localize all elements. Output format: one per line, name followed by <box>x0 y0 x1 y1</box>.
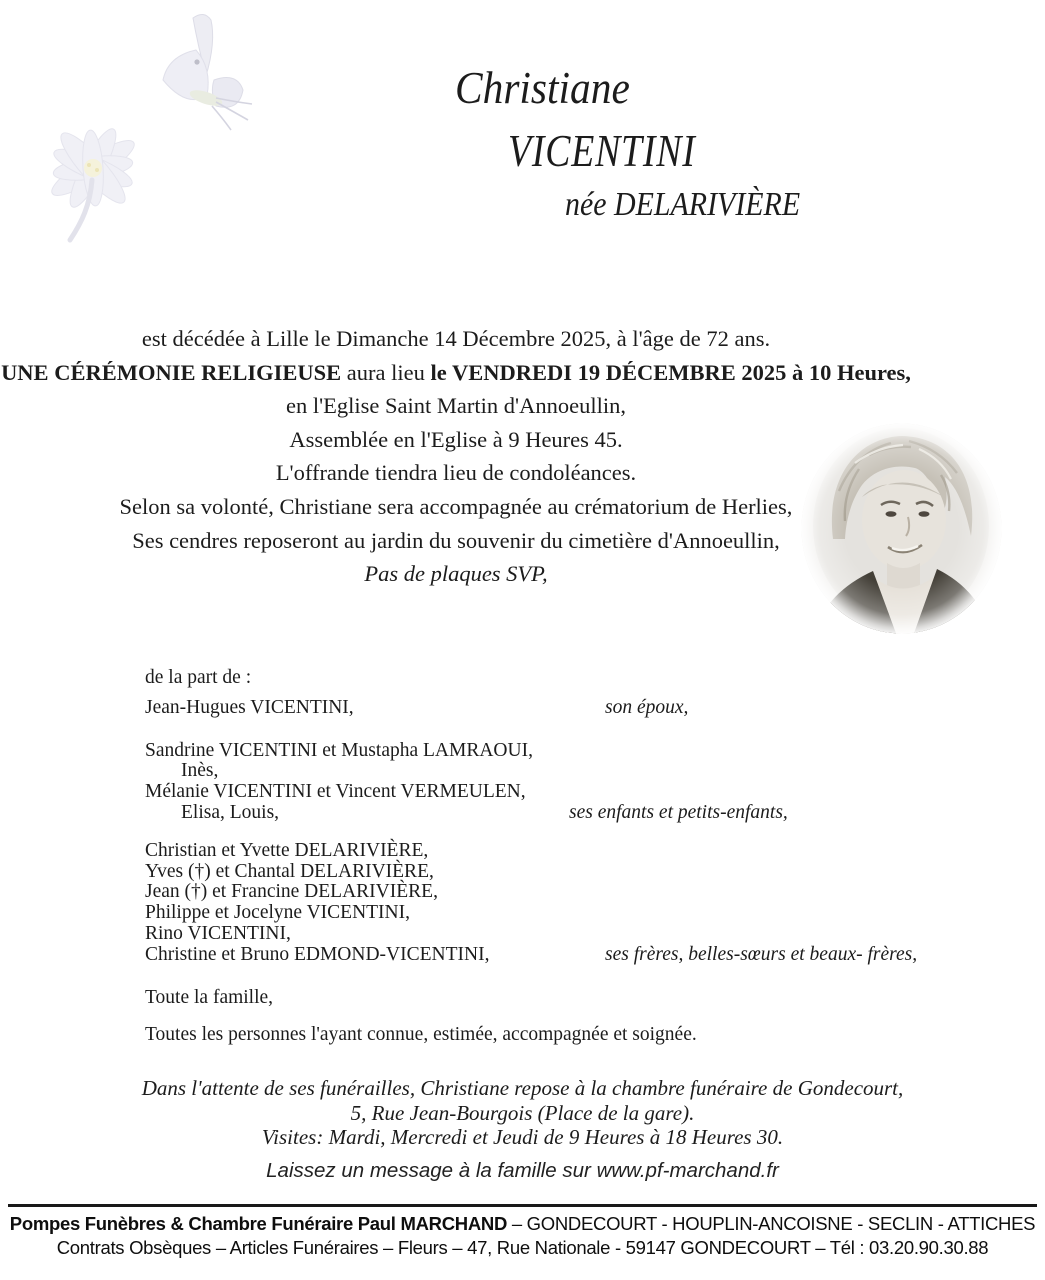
funeral-home-cities: – GONDECOURT - HOUPLIN-ANCOISNE - SECLIN - ATTICHES <box>507 1213 1036 1234</box>
family-row <box>145 862 1025 883</box>
ceremony-datetime: le VENDREDI 19 DÉCEMBRE 2025 à 10 Heures, <box>430 359 911 385</box>
family-row <box>145 882 1025 903</box>
flower-icon <box>46 124 140 240</box>
footer-divider <box>8 1204 1037 1207</box>
ceremony-type: UNE CÉRÉMONIE RELIGIEUSE <box>1 359 342 385</box>
offering-line: L'offrande tiendra lieu de condoléances. <box>275 460 637 486</box>
family-name: Elisa, Louis, <box>181 801 280 823</box>
family-row <box>145 698 1025 719</box>
announcement-block <box>0 322 912 591</box>
family-row <box>145 803 1025 824</box>
family-relation: ses enfants et petits-enfants, <box>569 801 788 823</box>
family-relation: son époux, <box>605 696 689 718</box>
plaques-line: Pas de plaques SVP, <box>364 561 548 587</box>
online-message-line: Laissez un message à la famille sur www.pf-marchand.fr <box>266 1159 779 1182</box>
family-name: Rino VICENTINI, <box>145 922 291 944</box>
death-line: est décédée à Lille le Dimanche 14 Décembre 2025, à l'âge de 72 ans. <box>141 326 771 351</box>
footer <box>0 1212 1045 1259</box>
ceremony-line <box>0 356 912 390</box>
family-intro: de la part de : <box>145 667 252 688</box>
ashes-line: Ses cendres reposeront au jardin du souvenir du cimetière d'Annoeullin, <box>132 527 780 553</box>
family-name: Mélanie VICENTINI et Vincent VERMEULEN, <box>145 781 526 803</box>
deceased-family-name: VICENTINI <box>508 125 696 176</box>
family-name: Christian et Yvette DELARIVIÈRE, <box>145 839 429 861</box>
church-line: en l'Eglise Saint Martin d'Annoeullin, <box>286 393 626 419</box>
footer-line-2: Contrats Obsèques – Articles Funéraires – Fleurs – 47, Rue Nationale - 59147 GONDECOURT – Tél : 03.20.90.30.88 <box>56 1236 989 1258</box>
family-row <box>145 782 1025 803</box>
family-row <box>145 988 1025 1009</box>
family-row <box>145 903 1025 924</box>
funeral-home-name: Pompes Funèbres & Chambre Funéraire Paul MARCHAND <box>9 1213 508 1234</box>
family-row <box>145 1025 1025 1046</box>
family-section <box>145 668 1025 1046</box>
family-row <box>145 841 1025 862</box>
family-row <box>145 924 1025 945</box>
family-name: Jean (†) et Francine DELARIVIÈRE, <box>145 881 438 903</box>
family-name: Philippe et Jocelyne VICENTINI, <box>145 902 411 924</box>
footer-line-1 <box>0 1212 1045 1236</box>
family-name: Inès, <box>181 760 219 782</box>
chapel-notice <box>0 1076 1045 1150</box>
ceremony-connector: aura lieu <box>341 359 431 385</box>
family-name: Jean-Hugues VICENTINI, <box>145 696 354 718</box>
family-name: Toutes les personnes l'ayant connue, estimée, accompagnée et soignée. <box>145 1024 697 1046</box>
family-row <box>145 945 1025 966</box>
butterfly-icon <box>163 14 252 130</box>
family-name: Yves (†) et Chantal DELARIVIÈRE, <box>145 860 434 882</box>
chapel-line-3: Visites: Mardi, Mercredi et Jeudi de 9 Heures à 18 Heures 30. <box>261 1125 784 1149</box>
family-row <box>145 741 1025 762</box>
family-row <box>145 761 1025 782</box>
deceased-maiden-name: née DELARIVIÈRE <box>565 186 801 223</box>
portrait-photo <box>799 421 1004 636</box>
crematorium-line: Selon sa volonté, Christiane sera accompagnée au crématorium de Herlies, <box>119 493 793 519</box>
deceased-first-name: Christiane <box>455 63 630 113</box>
assembly-line: Assemblée en l'Eglise à 9 Heures 45. <box>289 426 623 452</box>
family-relation: ses frères, belles-sœurs et beaux- frères, <box>605 943 918 965</box>
flower-butterfly-decoration <box>0 0 310 250</box>
chapel-line-1: Dans l'attente de ses funérailles, Christiane repose à la chambre funéraire de Gondecourt, <box>141 1076 904 1100</box>
family-name: Sandrine VICENTINI et Mustapha LAMRAOUI, <box>145 739 533 761</box>
family-name: Christine et Bruno EDMOND-VICENTINI, <box>145 943 490 965</box>
chapel-line-2: 5, Rue Jean-Bourgois (Place de la gare). <box>350 1100 695 1125</box>
family-name: Toute la famille, <box>145 986 274 1008</box>
